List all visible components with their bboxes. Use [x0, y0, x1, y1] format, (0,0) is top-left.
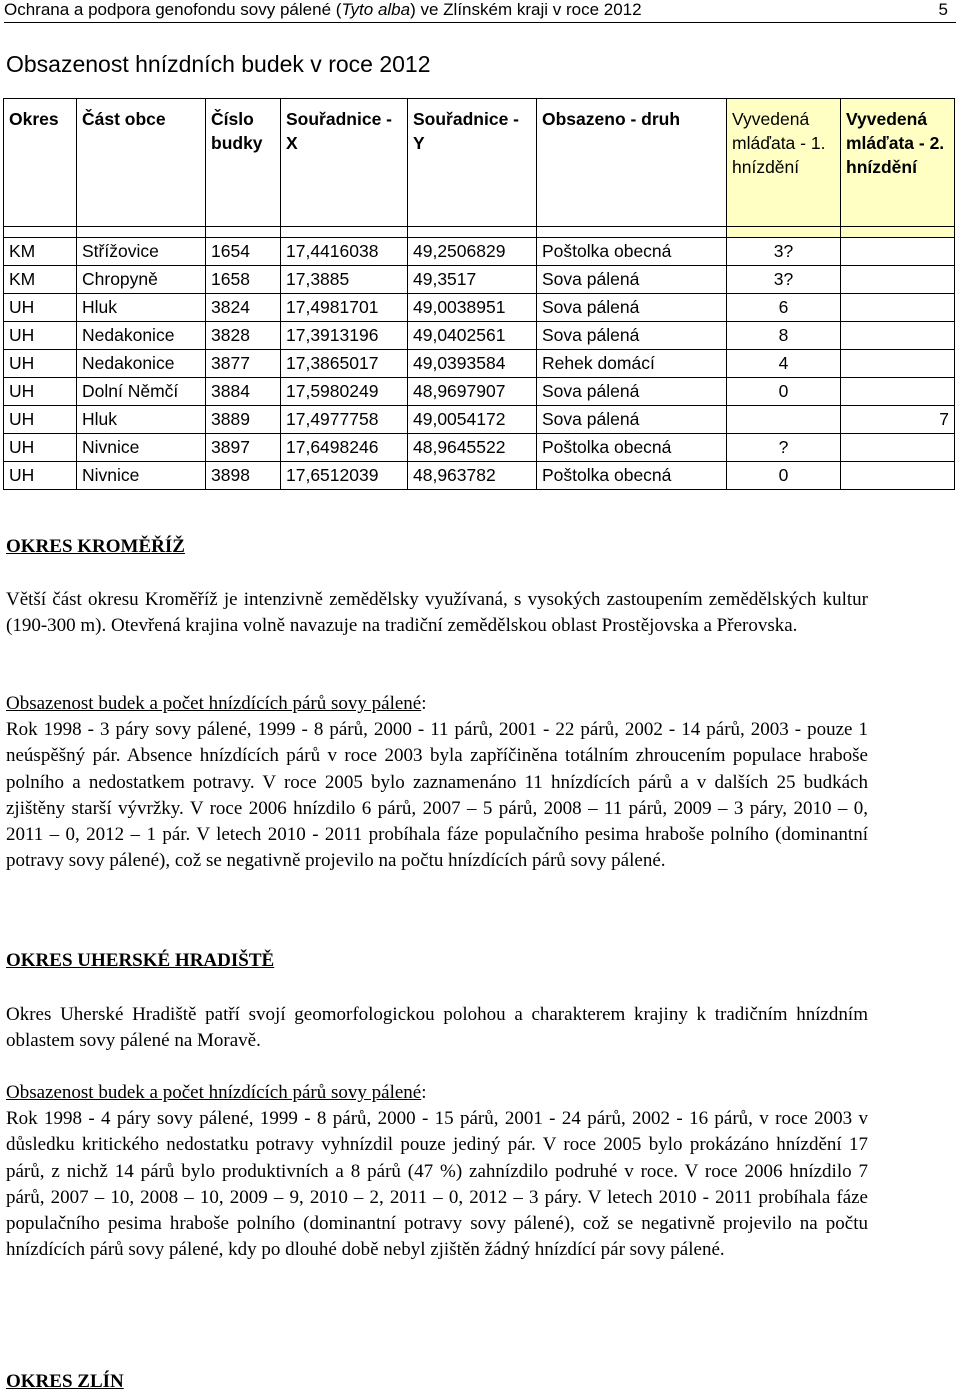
- cell-souradnice-x: 17,6498246: [281, 434, 408, 462]
- section-heading-uherske-hradiste: OKRES UHERSKÉ HRADIŠTĚ: [6, 950, 275, 971]
- cell-souradnice-y: 48,9697907: [408, 378, 537, 406]
- cell-hnizdeni-1: 8: [727, 322, 841, 350]
- cell-hnizdeni-2: [841, 266, 955, 294]
- table-row: [4, 266, 955, 294]
- cell-obsazeno-druh: Sova pálená: [537, 378, 727, 406]
- cell-cast-obce: Nivnice: [77, 462, 206, 490]
- col-header-cast-obce: Část obce: [77, 99, 206, 227]
- cell-okres: UH: [4, 294, 77, 322]
- table-spacer-row: [4, 227, 955, 238]
- spacer-cell: [206, 227, 281, 238]
- table-row: [4, 462, 955, 490]
- cell-souradnice-y: 49,2506829: [408, 238, 537, 266]
- table-header-row: [4, 99, 955, 227]
- cell-hnizdeni-1: [727, 406, 841, 434]
- cell-cast-obce: Nedakonice: [77, 350, 206, 378]
- cell-cislo-budky: 3889: [206, 406, 281, 434]
- cell-cislo-budky: 3824: [206, 294, 281, 322]
- cell-okres: UH: [4, 462, 77, 490]
- cell-souradnice-y: 48,963782: [408, 462, 537, 490]
- header-title-part: Ochrana a podpora genofondu sovy pálené (: [4, 0, 342, 19]
- cell-souradnice-x: 17,4981701: [281, 294, 408, 322]
- cell-hnizdeni-2: [841, 350, 955, 378]
- cell-cast-obce: Hluk: [77, 294, 206, 322]
- kromeriz-occupancy: [6, 691, 868, 874]
- cell-hnizdeni-1: ?: [727, 434, 841, 462]
- spacer-cell: [537, 227, 727, 238]
- cell-cast-obce: Nivnice: [77, 434, 206, 462]
- running-header-title: [4, 0, 642, 20]
- cell-obsazeno-druh: Sova pálená: [537, 322, 727, 350]
- cell-hnizdeni-2: [841, 238, 955, 266]
- header-title-latin: Tyto alba: [341, 0, 411, 19]
- cell-cast-obce: Střížovice: [77, 238, 206, 266]
- cell-okres: UH: [4, 350, 77, 378]
- cell-cislo-budky: 3884: [206, 378, 281, 406]
- cell-cislo-budky: 3898: [206, 462, 281, 490]
- cell-souradnice-y: 48,9645522: [408, 434, 537, 462]
- occupancy-text: Rok 1998 - 4 páry sovy pálené, 1999 - 8 párů, 2000 - 15 párů, 2001 - 24 párů, 2002 - 16 párů, v roce 2003 v důsledku kritického nedostatku potravy vyhnízdil pouze jediný pár. V roce 2005 bylo prokázáno hnízdění 17 párů, z nichž 14 párů bylo produktivních a 8 párů (47 %) zahnízdilo podruhé v roce. V roce 2006 hnízdilo 7 párů, 2007 – 10, 2008 – 10, 2009 – 9, 2010 – 2, 2011 – 0, 2012 – 3 páry. V letech 2010 - 2011 probíhala fáze populačního pesima hraboše polního (dominantní potravy sovy pálené), což se negativně projevilo na počtu hnízdících párů sovy pálené, kdy po dlouhé době nebyl zjištěn žádný hnízdící pár sovy pálené.: [6, 1108, 868, 1261]
- cell-hnizdeni-1: 3?: [727, 266, 841, 294]
- cell-obsazeno-druh: Poštolka obecná: [537, 434, 727, 462]
- cell-souradnice-y: 49,3517: [408, 266, 537, 294]
- cell-hnizdeni-1: 4: [727, 350, 841, 378]
- cell-cislo-budky: 1658: [206, 266, 281, 294]
- cell-cislo-budky: 1654: [206, 238, 281, 266]
- col-header-obsazeno-druh: Obsazeno - druh: [537, 99, 727, 227]
- col-header-souradnice-y: Souřadnice - Y: [408, 99, 537, 227]
- col-header-souradnice-x: Souřadnice - X: [281, 99, 408, 227]
- occupancy-colon: :: [421, 1082, 427, 1103]
- table-row: [4, 238, 955, 266]
- box-occupancy-table: [3, 98, 955, 490]
- cell-souradnice-x: 17,6512039: [281, 462, 408, 490]
- cell-souradnice-x: 17,5980249: [281, 378, 408, 406]
- cell-souradnice-x: 17,4416038: [281, 238, 408, 266]
- cell-souradnice-x: 17,4977758: [281, 406, 408, 434]
- cell-cast-obce: Chropyně: [77, 266, 206, 294]
- cell-souradnice-x: 17,3885: [281, 266, 408, 294]
- cell-obsazeno-druh: Sova pálená: [537, 294, 727, 322]
- table-row: [4, 322, 955, 350]
- occupancy-label: Obsazenost budek a počet hnízdících párů sovy pálené: [6, 693, 422, 714]
- cell-okres: KM: [4, 266, 77, 294]
- cell-souradnice-y: 49,0054172: [408, 406, 537, 434]
- cell-souradnice-y: 49,0038951: [408, 294, 537, 322]
- col-header-hnizdeni-2: Vyvedená mláďata - 2. hnízdění: [841, 99, 955, 227]
- table-row: [4, 406, 955, 434]
- uherske-hradiste-intro: Okres Uherské Hradiště patří svojí geomorfologickou polohou a charakterem krajiny k tradičním hnízdním oblastem sovy pálené na Moravě.: [6, 1004, 868, 1052]
- cell-souradnice-x: 17,3865017: [281, 350, 408, 378]
- page-title: Obsazenost hnízdních budek v roce 2012: [6, 51, 431, 77]
- table-row: [4, 434, 955, 462]
- col-header-okres: Okres: [4, 99, 77, 227]
- cell-hnizdeni-1: 0: [727, 378, 841, 406]
- spacer-cell: [727, 227, 841, 238]
- cell-cast-obce: Dolní Němčí: [77, 378, 206, 406]
- cell-obsazeno-druh: Poštolka obecná: [537, 238, 727, 266]
- cell-hnizdeni-1: 3?: [727, 238, 841, 266]
- cell-obsazeno-druh: Sova pálená: [537, 406, 727, 434]
- table-row: [4, 378, 955, 406]
- cell-hnizdeni-2: 7: [841, 406, 955, 434]
- cell-okres: UH: [4, 322, 77, 350]
- occupancy-label: Obsazenost budek a počet hnízdících párů sovy pálené: [6, 1082, 422, 1103]
- cell-souradnice-x: 17,3913196: [281, 322, 408, 350]
- header-title-part: ) ve Zlínském kraji v roce 2012: [410, 0, 642, 19]
- cell-obsazeno-druh: Sova pálená: [537, 266, 727, 294]
- cell-okres: KM: [4, 238, 77, 266]
- cell-hnizdeni-1: 0: [727, 462, 841, 490]
- page-number: 5: [938, 0, 948, 19]
- cell-okres: UH: [4, 378, 77, 406]
- spacer-cell: [841, 227, 955, 238]
- occupancy-colon: :: [421, 693, 427, 714]
- spacer-cell: [4, 227, 77, 238]
- cell-cast-obce: Hluk: [77, 406, 206, 434]
- spacer-cell: [77, 227, 206, 238]
- section-heading-kromeriz: OKRES KROMĚŘÍŽ: [6, 536, 185, 557]
- col-header-cislo-budky: Číslo budky: [206, 99, 281, 227]
- section-heading-zlin: OKRES ZLÍN: [6, 1371, 124, 1392]
- spacer-cell: [408, 227, 537, 238]
- running-header: [4, 0, 956, 23]
- cell-cislo-budky: 3897: [206, 434, 281, 462]
- cell-cast-obce: Nedakonice: [77, 322, 206, 350]
- cell-obsazeno-druh: Poštolka obecná: [537, 462, 727, 490]
- col-header-hnizdeni-1: Vyvedená mláďata - 1. hnízdění: [727, 99, 841, 227]
- cell-okres: UH: [4, 406, 77, 434]
- cell-okres: UH: [4, 434, 77, 462]
- uherske-hradiste-occupancy: [6, 1080, 868, 1263]
- table-row: [4, 350, 955, 378]
- cell-cislo-budky: 3828: [206, 322, 281, 350]
- kromeriz-intro: Větší část okresu Kroměříž je intenzivně zemědělsky využívaná, s vysokých zastoupením zemědělských kultur (190-300 m). Otevřená krajina volně navazuje na tradiční zemědělskou oblast Prostějovska a Přerovska.: [6, 589, 868, 637]
- spacer-cell: [281, 227, 408, 238]
- cell-obsazeno-druh: Rehek domácí: [537, 350, 727, 378]
- cell-souradnice-y: 49,0402561: [408, 322, 537, 350]
- cell-hnizdeni-2: [841, 378, 955, 406]
- occupancy-text: Rok 1998 - 3 páry sovy pálené, 1999 - 8 párů, 2000 - 11 párů, 2001 - 22 párů, 2002 - 14 párů, 2003 - pouze 1 neúspěšný pár. Absence hnízdících párů v roce 2003 byla zapříčiněna totálním zhroucením populace hraboše polního a nedostatkem potravy. V roce 2005 bylo zaznamenáno 11 hnízdících párů a v dalších 25 budkách zjištěny starší vývržky. V roce 2006 hnízdilo 6 párů, 2007 – 5 párů, 2008 – 11 párů, 2009 – 3 páry, 2010 – 0, 2011 – 0, 2012 – 1 pár. V letech 2010 - 2011 probíhala fáze populačního pesima hraboše polního (dominantní potravy sovy pálené), což se negativně projevilo na počtu hnízdících párů sovy pálené.: [6, 719, 868, 872]
- cell-hnizdeni-2: [841, 434, 955, 462]
- cell-hnizdeni-2: [841, 462, 955, 490]
- cell-hnizdeni-2: [841, 322, 955, 350]
- cell-souradnice-y: 49,0393584: [408, 350, 537, 378]
- cell-hnizdeni-1: 6: [727, 294, 841, 322]
- table-row: [4, 294, 955, 322]
- cell-cislo-budky: 3877: [206, 350, 281, 378]
- cell-hnizdeni-2: [841, 294, 955, 322]
